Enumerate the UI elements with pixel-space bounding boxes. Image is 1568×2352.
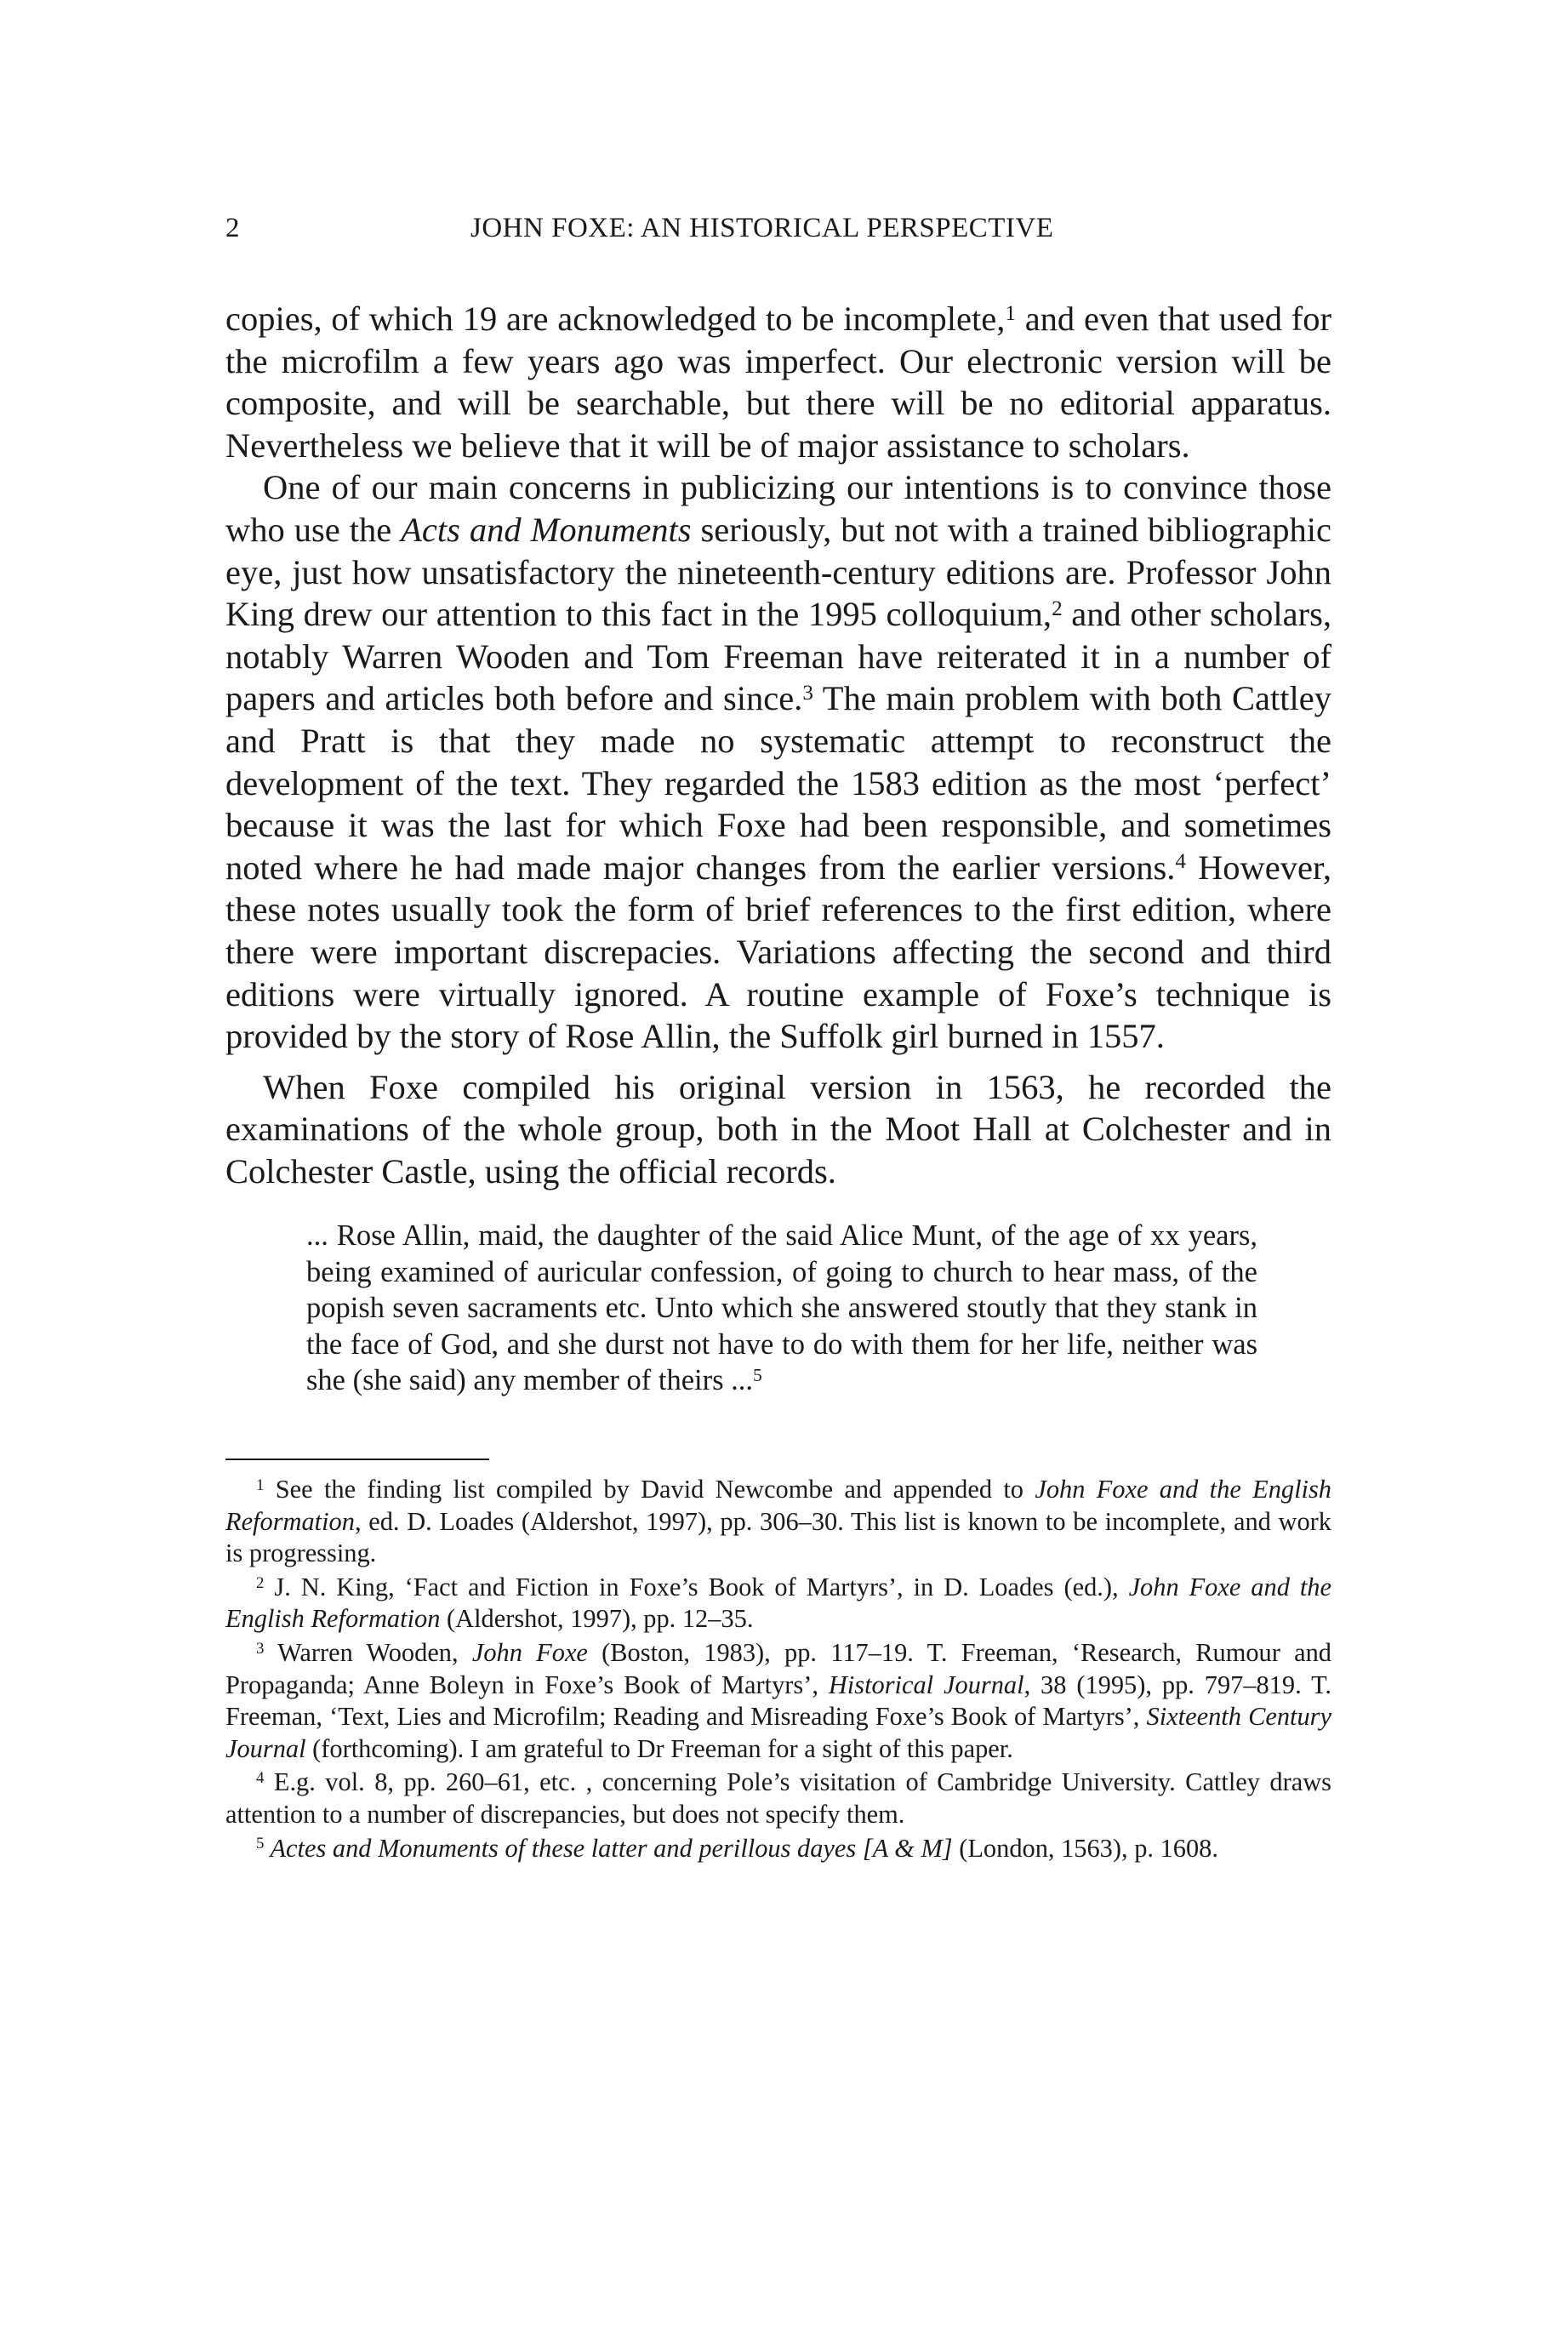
- footnote-4: $^4$ E.g. vol. 8, pp. 260–61, etc. , concerning Pole’s visitation of Cambridge University. Cattley draws attention to a number of discrepancies, but does not specify them.: [225, 1767, 1331, 1829]
- footnotes: [225, 1474, 1331, 1864]
- footnote-3: $^3$ Warren Wooden, John Foxe (Boston, 1983), pp. 117–19. T. Freeman, ‘Research, Rumour and Propaganda; Anne Boleyn in Foxe’s Book of Martyrs’, Historical Journal, 38 (1995), pp. 797–819. T. Freeman, ‘Text, Lies and Microfilm; Reading and Misreading Foxe’s Book of Martyrs’, Sixteenth Century Journal (forthcoming). I am grateful to Dr Freeman for a sight of this paper.: [225, 1637, 1331, 1763]
- footnote-ref-4: 4: [1175, 850, 1186, 874]
- work-title: Acts and Monuments: [401, 510, 692, 549]
- footnote-divider: [225, 1459, 489, 1460]
- book-page: [225, 213, 1331, 1864]
- running-head: [225, 213, 1331, 264]
- footnote-ref-3: 3: [802, 681, 813, 705]
- block-quote: ... Rose Allin, maid, the daughter of the said Alice Munt, of the age of xx years, being examined of auricular confession, of going to church to hear mass, of the popish seven sacraments etc. Unto which she answered stoutly that they stank in the face of God, and she durst not have to do with them for her life, neither was she (she said) any member of theirs ...$^5$: [306, 1219, 1257, 1397]
- footnote-5: $^5$ Actes and Monuments of these latter and perillous dayes [A & M] (London, 1563), p. 1608.: [256, 1833, 1218, 1863]
- main-text: [225, 298, 1331, 1192]
- running-title: JOHN FOXE: AN HISTORICAL PERSPECTIVE: [470, 213, 1054, 243]
- paragraph-2: One of our main concerns in publicizing our intentions is to convince those who use the Acts and Monuments seriously, but not with a trained bibliographic eye, just how unsatisfactory the nineteenth-century editions are. Professor John King drew our attention to this fact in the 1995 colloquium,$^2$ and other scholars, notably Warren Wooden and Tom Freeman have reiterated it in a number of papers and articles both before and since.$^3$ The main problem with both Cattley and Pratt is that they made no systematic attempt to reconstruct the development of the text. They regarded the 1583 edition as the most ‘perfect’ because it was the last for which Foxe had been responsible, and sometimes noted where he had made major changes from the earlier versions.$^4$ However, these notes usually took the form of brief references to the first edition, where there were important discrepacies. Variations affecting the second and third editions were virtually ignored. A routine example of Foxe’s technique is provided by the story of Rose Allin, the Suffolk girl burned in 1557.: [225, 468, 1332, 1056]
- footnote-ref-2: 2: [1052, 597, 1063, 620]
- paragraph-1: copies, of which 19 are acknowledged to be incomplete,$^1$ and even that used for the microfilm a few years ago was imperfect. Our electronic version will be composite, and will be searchable, but there will be no editorial apparatus. Nevertheless we believe that it will be of major assistance to scholars.: [225, 300, 1331, 465]
- page-number: 2: [225, 213, 240, 243]
- footnote-2: $^2$ J. N. King, ‘Fact and Fiction in Foxe’s Book of Martyrs’, in D. Loades (ed.), John Foxe and the English Reformation (Aldershot, 1997), pp. 12–35.: [225, 1572, 1331, 1634]
- paragraph-3: When Foxe compiled his original version in 1563, he recorded the examinations of the whole group, both in the Moot Hall at Colchester and in Colchester Castle, using the official records.: [225, 1067, 1331, 1190]
- footnote-1: $^1$ See the finding list compiled by David Newcombe and appended to John Foxe and the English Reformation, ed. D. Loades (Aldershot, 1997), pp. 306–30. This list is known to be incomplete, and work is progressing.: [225, 1474, 1331, 1568]
- footnote-ref-1: 1: [1005, 301, 1016, 325]
- footnote-ref-5: 5: [753, 1364, 762, 1385]
